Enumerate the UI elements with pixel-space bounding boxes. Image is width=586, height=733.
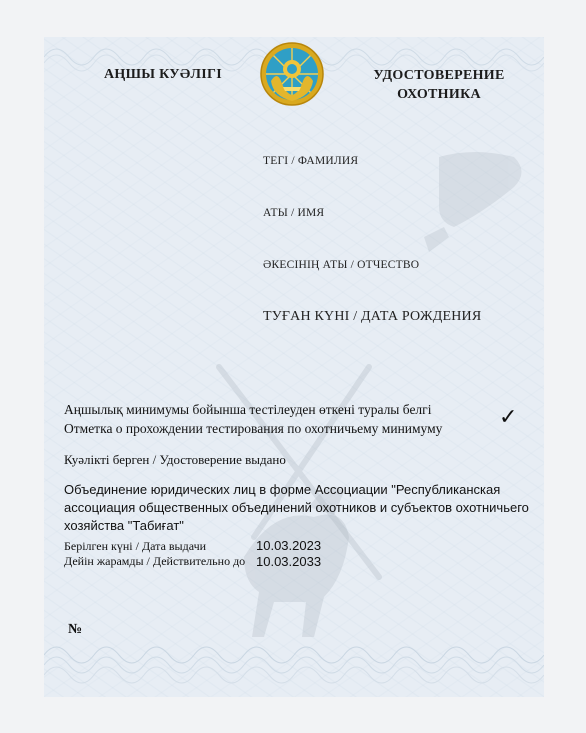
testing-note-kz: Аңшылық минимумы бойынша тестілеуден өткені туралы белгі xyxy=(64,402,432,417)
valid-until-label: Дейін жарамды / Действительно до xyxy=(64,554,246,568)
valid-until-value: 10.03.2033 xyxy=(256,554,322,569)
check-mark-icon: ✓ xyxy=(499,405,518,430)
certificate-title-kz: АҢШЫ КУӘЛІГІ xyxy=(104,67,222,82)
birthdate-label: ТУҒАН КҮНІ / ДАТА РОЖДЕНИЯ xyxy=(263,309,482,324)
hunter-certificate-card xyxy=(44,37,544,697)
bottom-wave-border xyxy=(44,637,544,697)
hunting-watermark xyxy=(44,37,544,697)
surname-label: ТЕГІ / ФАМИЛИЯ xyxy=(263,155,359,167)
patronymic-label: ӘКЕСІНІҢ АТЫ / ОТЧЕСТВО xyxy=(263,259,420,271)
issuing-organization: Объединение юридических лиц в форме Ассоциации "Республиканская ассоциация общественных объединений охотников и субъектов охотничьего хозяйства "Табиғат" xyxy=(64,482,529,533)
certificate-title-ru-line2: ОХОТНИКА xyxy=(397,87,481,102)
state-emblem-icon xyxy=(259,41,325,107)
testing-note xyxy=(64,400,504,438)
testing-note-ru: Отметка о прохождении тестирования по охотничьему минимуму xyxy=(64,421,443,436)
issued-by-label: Куәлікті берген / Удостоверение выдано xyxy=(64,452,286,467)
issue-date-value: 10.03.2023 xyxy=(256,538,322,553)
certificate-title-ru xyxy=(364,66,514,104)
name-label: АТЫ / ИМЯ xyxy=(263,207,325,219)
certificate-title-ru-line1: УДОСТОВЕРЕНИЕ xyxy=(373,68,505,83)
certificate-number-label: № xyxy=(68,622,83,637)
issue-date-label: Берілген күні / Дата выдачи xyxy=(64,539,207,553)
